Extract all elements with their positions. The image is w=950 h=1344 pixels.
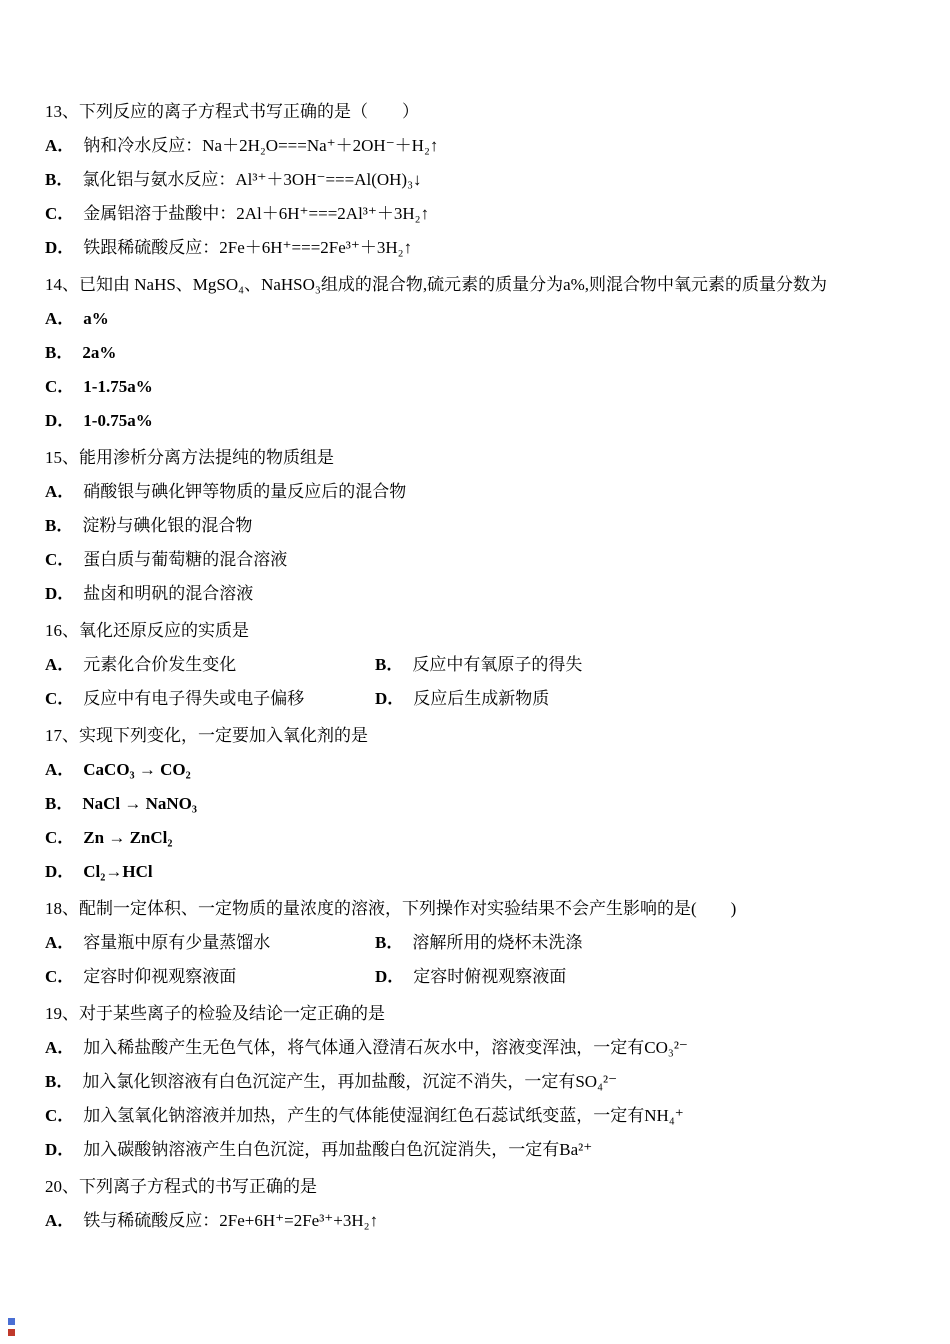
question-16-option-c	[45, 682, 375, 716]
option-label: B．	[45, 516, 74, 535]
question-16-stem: 16、氧化还原反应的实质是	[45, 621, 249, 640]
question-16-option-a	[45, 648, 375, 682]
option-label: C．	[45, 377, 75, 396]
option-text: 铁跟稀硫酸反应：2Fe＋6H⁺===2Fe³⁺＋3H₂↑	[83, 238, 413, 257]
option-label: A．	[45, 136, 75, 155]
question-13-stem: 13、下列反应的离子方程式书写正确的是（ ）	[45, 102, 419, 121]
option-text: 加入碳酸钠溶液产生白色沉淀，再加盐酸白色沉淀消失，一定有Ba²⁺	[83, 1140, 593, 1159]
blue-corner-mark	[8, 1318, 15, 1325]
option-text: Cl₂→HCl	[83, 862, 153, 881]
question-20-stem: 20、下列离子方程式的书写正确的是	[45, 1177, 317, 1196]
option-text: 加入稀盐酸产生无色气体，将气体通入澄清石灰水中，溶液变浑浊，一定有CO₃²⁻	[83, 1038, 688, 1057]
question-18-option-a	[45, 926, 375, 960]
question-15-option-a	[45, 475, 906, 509]
question-17-stem: 17、实现下列变化，一定要加入氧化剂的是	[45, 726, 368, 745]
question-14-option-d	[45, 404, 906, 438]
red-corner-mark	[8, 1329, 15, 1336]
option-label: C．	[45, 828, 75, 847]
question-17-option-b	[45, 787, 906, 821]
question-14-stem: 14、已知由 NaHS、MgSO₄、NaHSO₃组成的混合物,硫元素的质量分为a%,则混合物中氧元素的质量分数为	[45, 275, 828, 294]
option-label: C．	[45, 689, 75, 708]
option-text: 1-0.75a%	[83, 411, 153, 430]
question-19-option-d	[45, 1133, 906, 1167]
option-text: 淀粉与碘化银的混合物	[82, 516, 253, 535]
option-label: B．	[375, 933, 404, 952]
option-label: A．	[45, 760, 75, 779]
option-text: 硝酸银与碘化钾等物质的量反应后的混合物	[83, 482, 407, 501]
option-text: 加入氯化钡溶液有白色沉淀产生，再加盐酸，沉淀不消失，一定有SO₄²⁻	[82, 1072, 618, 1091]
question-19	[45, 997, 906, 1167]
option-text: 蛋白质与葡萄糖的混合溶液	[83, 550, 288, 569]
question-17-option-d	[45, 855, 906, 889]
question-18-option-d	[375, 960, 705, 994]
option-label: B．	[375, 655, 404, 674]
option-label: D．	[45, 411, 75, 430]
question-19-option-c	[45, 1099, 906, 1133]
option-text: 金属铝溶于盐酸中：2Al＋6H⁺===2Al³⁺＋3H₂↑	[83, 204, 430, 223]
option-text: 定容时仰视观察液面	[83, 967, 237, 986]
question-20	[45, 1170, 906, 1238]
option-text: 反应后生成新物质	[413, 689, 550, 708]
option-label: D．	[375, 967, 405, 986]
option-label: D．	[375, 689, 405, 708]
question-18	[45, 892, 906, 994]
option-text: NaCl → NaNO₃	[82, 794, 197, 813]
option-label: C．	[45, 1106, 75, 1125]
option-label: C．	[45, 967, 75, 986]
option-label: B．	[45, 794, 74, 813]
option-label: A．	[45, 1211, 75, 1230]
option-label: A．	[45, 655, 75, 674]
question-15	[45, 441, 906, 611]
option-text: 溶解所用的烧杯未洗涤	[412, 933, 583, 952]
option-text: CaCO₃ → CO₂	[83, 760, 191, 779]
option-label: A．	[45, 1038, 75, 1057]
option-text: Zn → ZnCl₂	[83, 828, 173, 847]
option-text: 元素化合价发生变化	[83, 655, 237, 674]
question-14-option-a	[45, 302, 906, 336]
question-15-stem: 15、能用渗析分离方法提纯的物质组是	[45, 448, 334, 467]
question-17-option-a	[45, 753, 906, 787]
question-15-option-c	[45, 543, 906, 577]
question-13	[45, 95, 906, 265]
question-18-stem: 18、配制一定体积、一定物质的量浓度的溶液，下列操作对实验结果不会产生影响的是( )	[45, 899, 737, 918]
question-16-option-b	[375, 648, 705, 682]
question-18-options-row-2	[45, 960, 906, 994]
option-label: A．	[45, 309, 75, 328]
option-label: D．	[45, 238, 75, 257]
question-16-option-d	[375, 682, 705, 716]
question-14	[45, 268, 906, 438]
question-16	[45, 614, 906, 716]
option-text: 钠和冷水反应：Na＋2H₂O===Na⁺＋2OH⁻＋H₂↑	[83, 136, 439, 155]
question-17	[45, 719, 906, 889]
option-text: 盐卤和明矾的混合溶液	[83, 584, 254, 603]
question-13-option-d	[45, 231, 906, 265]
option-label: A．	[45, 482, 75, 501]
option-text: 氯化铝与氨水反应：Al³⁺＋3OH⁻===Al(OH)₃↓	[82, 170, 422, 189]
question-13-option-a	[45, 129, 906, 163]
option-text: 反应中有电子得失或电子偏移	[83, 689, 305, 708]
option-label: D．	[45, 584, 75, 603]
question-19-stem: 19、对于某些离子的检验及结论一定正确的是	[45, 1004, 385, 1023]
option-text: 定容时俯视观察液面	[413, 967, 567, 986]
option-text: 容量瓶中原有少量蒸馏水	[83, 933, 271, 952]
option-text: 1-1.75a%	[83, 377, 153, 396]
question-18-option-c	[45, 960, 375, 994]
option-label: B．	[45, 343, 74, 362]
question-19-option-a	[45, 1031, 906, 1065]
question-16-options-row-1	[45, 648, 906, 682]
question-18-option-b	[375, 926, 705, 960]
question-14-option-b	[45, 336, 906, 370]
option-text: a%	[83, 309, 109, 328]
option-label: D．	[45, 1140, 75, 1159]
option-label: C．	[45, 204, 75, 223]
question-15-option-b	[45, 509, 906, 543]
question-17-option-c	[45, 821, 906, 855]
question-13-option-c	[45, 197, 906, 231]
option-text: 2a%	[82, 343, 117, 362]
question-16-options-row-2	[45, 682, 906, 716]
option-text: 铁与稀硫酸反应：2Fe+6H⁺=2Fe³⁺+3H₂↑	[83, 1211, 379, 1230]
option-label: A．	[45, 933, 75, 952]
option-label: D．	[45, 862, 75, 881]
page-corner-marks	[8, 1314, 15, 1336]
question-19-option-b	[45, 1065, 906, 1099]
option-label: B．	[45, 170, 74, 189]
question-20-option-a	[45, 1204, 906, 1238]
question-14-option-c	[45, 370, 906, 404]
option-label: C．	[45, 550, 75, 569]
option-text: 反应中有氧原子的得失	[412, 655, 583, 674]
option-label: B．	[45, 1072, 74, 1091]
question-18-options-row-1	[45, 926, 906, 960]
option-text: 加入氢氧化钠溶液并加热，产生的气体能使湿润红色石蕊试纸变蓝，一定有NH₄⁺	[83, 1106, 684, 1125]
question-15-option-d	[45, 577, 906, 611]
question-13-option-b	[45, 163, 906, 197]
